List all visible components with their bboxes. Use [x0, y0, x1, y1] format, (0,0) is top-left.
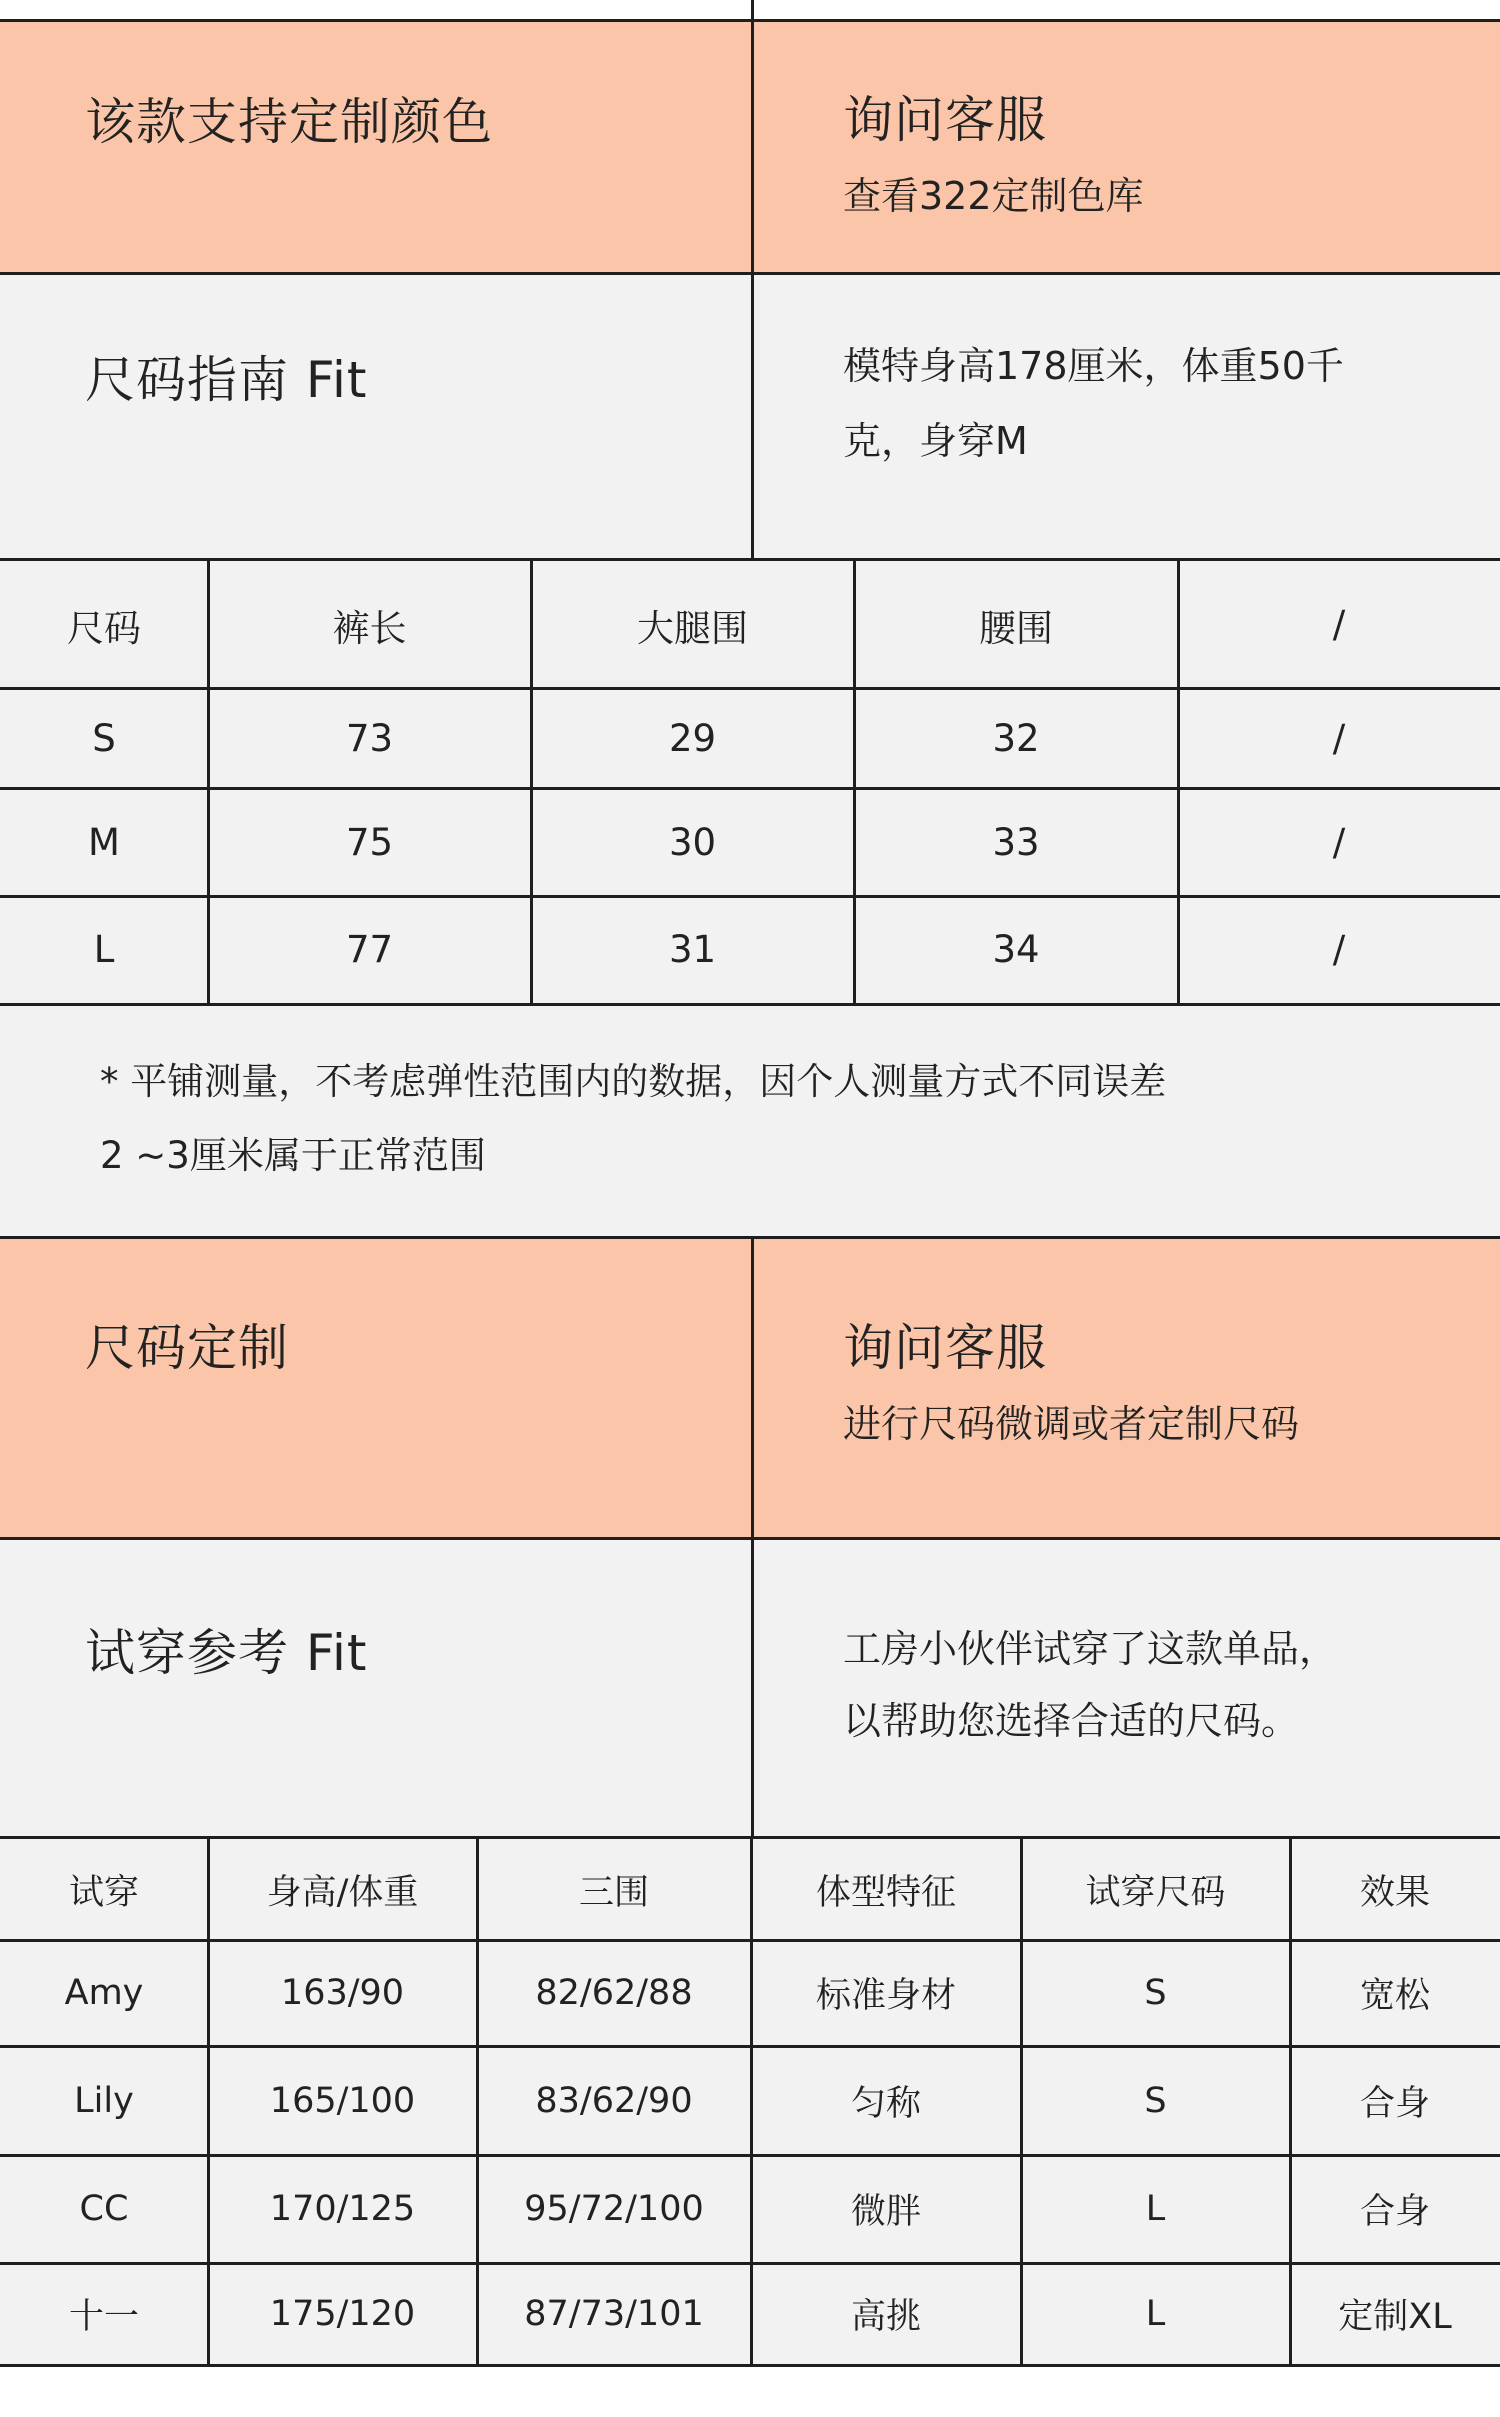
size-adjust-link[interactable]: 进行尺码微调或者定制尺码: [843, 1402, 1300, 1446]
table-cell-measurements: 87/73/101: [524, 2293, 704, 2334]
table-cell-height-weight: 165/100: [269, 2080, 416, 2121]
color-library-link[interactable]: 查看322定制色库: [843, 174, 1144, 218]
table-cell-height-weight: 170/125: [269, 2189, 416, 2229]
table-header-thigh: 大腿围: [637, 606, 748, 650]
table-cell-height-weight: 163/90: [280, 1973, 405, 2013]
table-cell-body-type: 标准身材: [815, 1976, 956, 2016]
table-cell-length: 75: [345, 820, 394, 864]
table-cell-tester: 十一: [68, 2296, 139, 2337]
table-cell-size: M: [88, 820, 120, 864]
table-cell-measurements: 83/62/90: [535, 2080, 693, 2121]
fit-desc-line1: 工房小伙伴试穿了这款单品，: [843, 1627, 1338, 1671]
table-cell-waist: 33: [992, 820, 1040, 864]
table-cell-waist: 32: [992, 716, 1040, 760]
table-cell-effect: 宽松: [1359, 1976, 1430, 2016]
note-line2: 2 ~3厘米属于正常范围: [100, 1134, 486, 1177]
table-cell-thigh: 30: [668, 820, 717, 864]
table-cell-measurements: 95/72/100: [524, 2189, 704, 2229]
table-cell-effect: 定制XL: [1338, 2296, 1452, 2337]
table-cell-length: 73: [345, 716, 394, 760]
table-header-tester: 试穿: [68, 1872, 139, 1913]
table-cell-waist: 34: [992, 928, 1040, 971]
table-cell-thigh: 31: [668, 928, 717, 971]
table-header-measurements: 三围: [578, 1872, 649, 1913]
size-guide-title: 尺码指南 Fit: [85, 351, 368, 409]
table-header-size: 试穿尺码: [1085, 1872, 1226, 1913]
table-cell-size: L: [1145, 2189, 1166, 2229]
table-cell-size: S: [1144, 2080, 1167, 2121]
table-cell-body-type: 匀称: [850, 2083, 921, 2124]
top-divider: [751, 0, 754, 20]
fit-reference-section: [0, 1540, 1500, 1836]
column-divider: [751, 275, 754, 558]
table-header-other: /: [1332, 603, 1346, 646]
table-header-waist: 腰围: [979, 606, 1053, 650]
rule: [0, 2364, 1500, 2367]
table-cell-effect: 合身: [1359, 2083, 1430, 2124]
table-header-size: 尺码: [67, 606, 141, 650]
note-line1: * 平铺测量，不考虑弹性范围内的数据，因个人测量方式不同误差: [100, 1060, 1167, 1103]
table-header-body-type: 体型特征: [815, 1872, 956, 1913]
fit-desc-line2: 以帮助您选择合适的尺码。: [843, 1699, 1300, 1743]
model-info-line2: 克，身穿M: [843, 419, 1028, 463]
table-cell-size: L: [93, 928, 115, 971]
table-header-effect: 效果: [1359, 1872, 1430, 1913]
table-cell-measurements: 82/62/88: [535, 1973, 693, 2013]
ask-service-link[interactable]: 询问客服: [843, 1319, 1047, 1377]
table-cell-thigh: 29: [668, 716, 717, 760]
column-divider: [751, 22, 754, 272]
table-cell-tester: CC: [79, 2189, 129, 2229]
table-cell-height-weight: 175/120: [269, 2293, 416, 2334]
table-cell-size: S: [1144, 1973, 1167, 2013]
size-custom-title: 尺码定制: [85, 1319, 289, 1377]
table-cell-other: /: [1332, 716, 1346, 760]
size-guide-section: [0, 275, 1500, 558]
color-custom-title: 该款支持定制颜色: [85, 93, 493, 151]
table-cell-size: S: [92, 716, 116, 760]
column-divider: [751, 1239, 754, 1537]
table-cell-other: /: [1332, 928, 1346, 971]
table-cell-body-type: 微胖: [850, 2192, 921, 2232]
table-cell-tester: Lily: [74, 2080, 134, 2121]
fit-reference-title: 试穿参考 Fit: [85, 1624, 368, 1682]
table-cell-body-type: 高挑: [850, 2296, 921, 2337]
size-custom-section: [0, 1239, 1500, 1537]
table-header-height-weight: 身高/体重: [266, 1872, 419, 1913]
table-cell-other: /: [1332, 820, 1346, 864]
table-cell-tester: Amy: [64, 1973, 144, 2013]
table-cell-length: 77: [345, 928, 394, 971]
table-header-length: 裤长: [332, 606, 407, 650]
ask-service-link[interactable]: 询问客服: [843, 91, 1047, 149]
model-info-line1: 模特身高178厘米，体重50千: [843, 344, 1344, 388]
table-cell-size: L: [1145, 2293, 1166, 2334]
column-divider: [751, 1540, 754, 1836]
table-cell-effect: 合身: [1359, 2192, 1430, 2232]
